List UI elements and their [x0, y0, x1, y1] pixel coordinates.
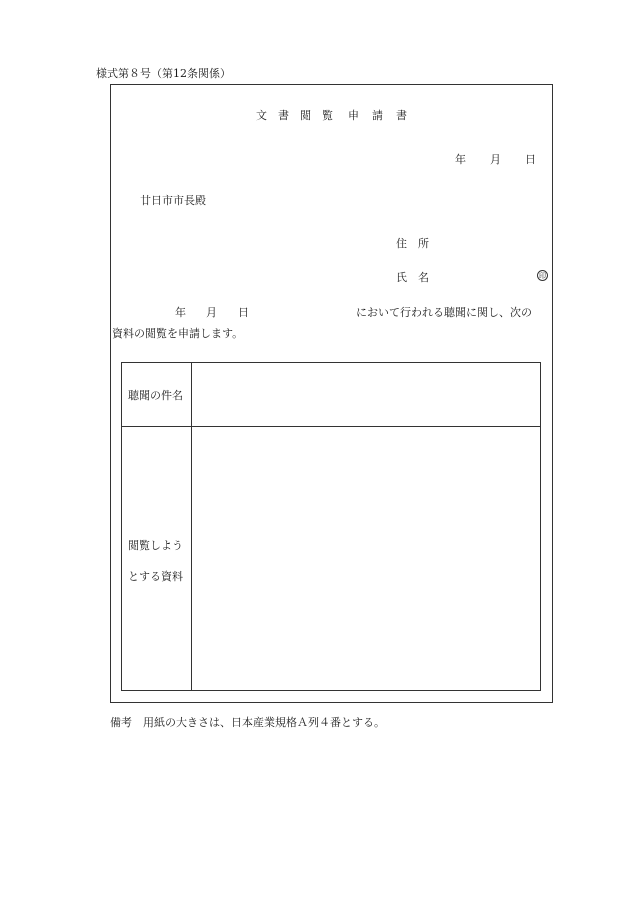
addressee: 廿日市市長殿	[140, 194, 206, 207]
note: 備考 用紙の大きさは、日本産業規格Ａ列４番とする。	[110, 716, 385, 729]
name-label: 氏 名	[396, 271, 429, 284]
date-month: 月	[490, 153, 501, 166]
title-char: 申	[348, 109, 359, 122]
materials-label-line2: とする資料	[128, 570, 183, 583]
date-year: 年	[455, 153, 466, 166]
title-char: 覧	[322, 109, 333, 122]
title-char: 請	[372, 109, 383, 122]
request-table	[121, 362, 541, 691]
subject-label: 聴聞の件名	[128, 389, 183, 402]
hearing-year: 年	[175, 306, 186, 319]
seal-icon: 印	[539, 272, 546, 280]
address-label: 住 所	[396, 237, 429, 250]
title-char: 書	[278, 109, 289, 122]
table-column-divider	[191, 363, 192, 690]
title-char: 書	[396, 109, 407, 122]
date-day: 日	[525, 153, 536, 166]
hearing-text-line1: において行われる聴聞に関し、次の	[356, 306, 532, 319]
title-char: 文	[256, 109, 267, 122]
table-row-divider	[122, 426, 540, 427]
form-number: 様式第８号（第12条関係）	[96, 67, 231, 80]
materials-label-line1: 閲覧しよう	[128, 539, 183, 552]
hearing-text-line2: 資料の閲覧を申請します。	[112, 327, 244, 340]
hearing-day: 日	[238, 306, 249, 319]
hearing-month: 月	[206, 306, 217, 319]
title-char: 閲	[300, 109, 311, 122]
